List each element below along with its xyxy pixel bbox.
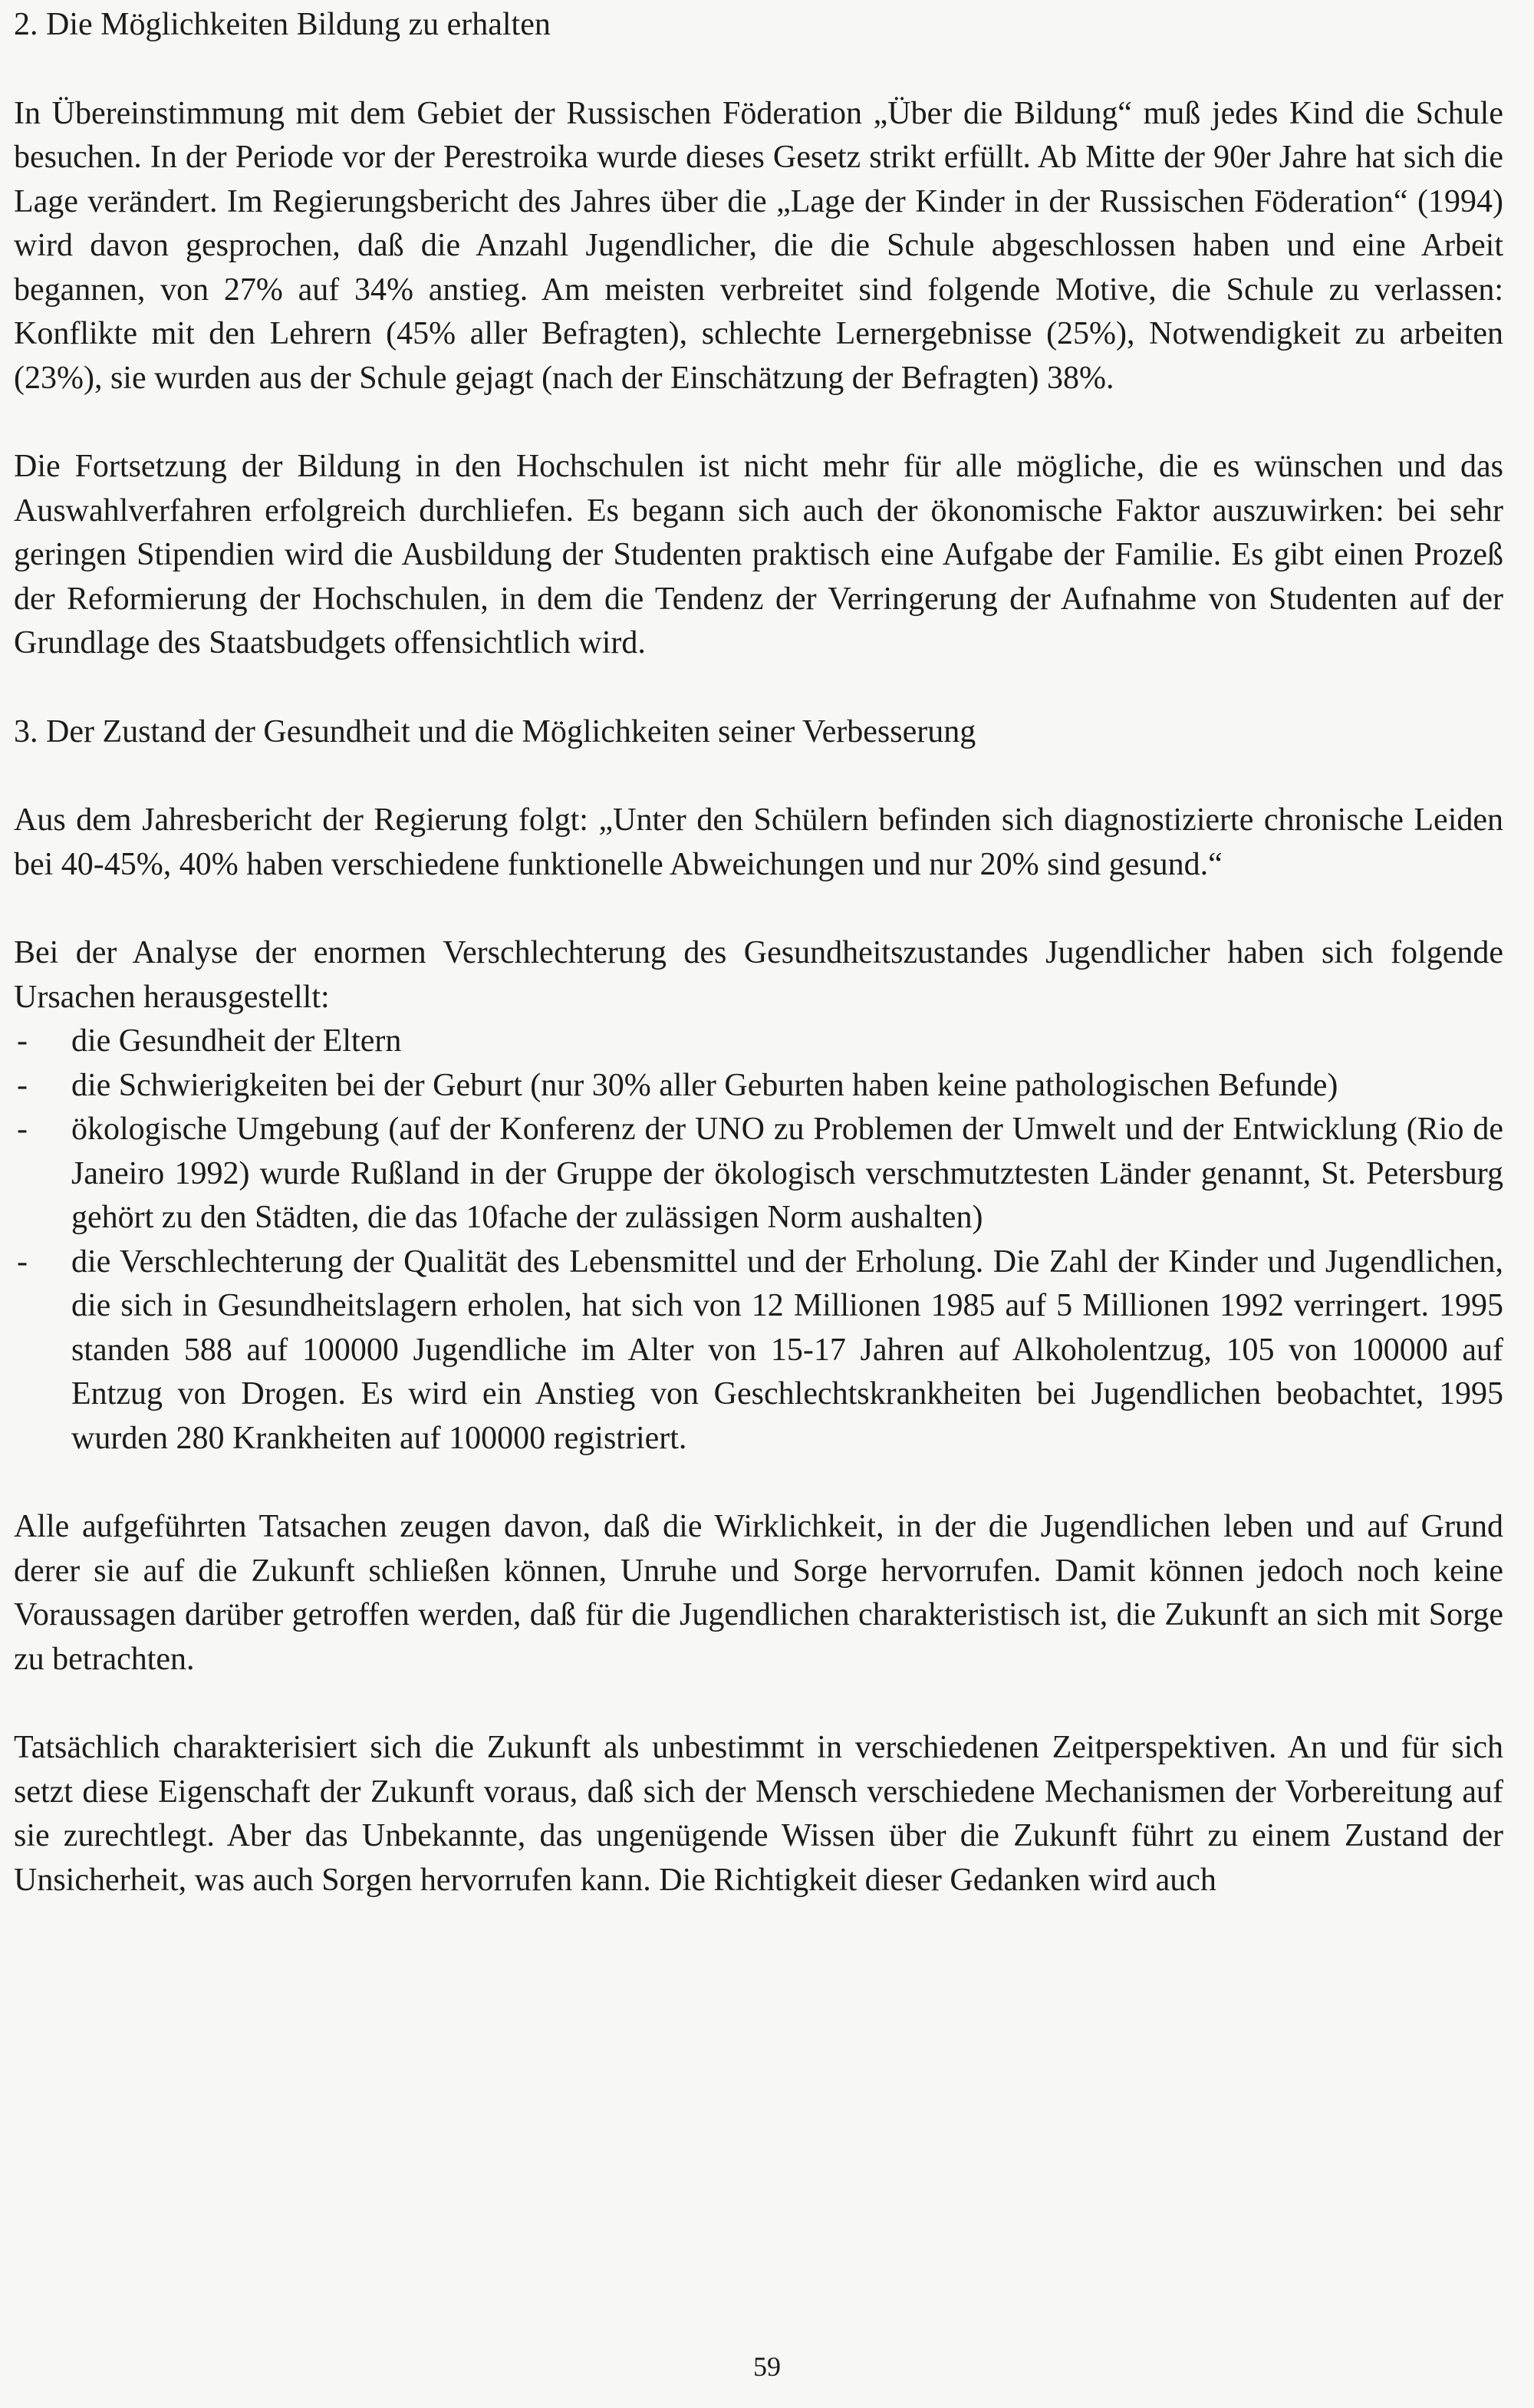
paragraph-higher-education: Die Fortsetzung der Bildung in den Hochschulen ist nicht mehr für alle mögliche, die es wünschen und das Auswahlverfahren erfolgreich durchliefen. Es begann sich auch der ökonomische Faktor auszuwirken: bei sehr geringen Stipendien wird die Ausbildung der Studenten praktisch eine Aufgabe der Familie. Es gibt einen Prozeß der Reformierung der Hochschulen, in dem die Tendenz der Verringerung der Aufnahme von Studenten auf der Grundlage des Staatsbudgets offensichtlich wird. [14, 449, 1503, 660]
paragraph-school-attendance: In Übereinstimmung mit dem Gebiet der Russischen Föderation „Über die Bildung“ muß jedes Kind die Schule besuchen. In der Periode vor der Perestroika wurde dieses Gesetz strikt erfüllt. Ab Mitte der 90er Jahre hat sich die Lage verändert. Im Regierungsbericht des Jahres über die „Lage der Kinder in der Russischen Föderation“ (1994) wird davon gesprochen, daß die Anzahl Jugendlicher, die die Schule abgeschlossen haben und eine Arbeit begannen, von 27% auf 34% anstieg. Am meisten verbreitet sind folgende Motive, die Schule zu verlassen: Konflikte mit den Lehrern (45% aller Befragten), schlechte Lernergebnisse (25%), Notwendigkeit zu arbeiten (23%), sie wurden aus der Schule gejagt (nach der Einschätzung der Befragten) 38%. [14, 95, 1503, 396]
cause-parents-health: die Gesundheit der Eltern [71, 1023, 402, 1059]
bullet-marker: - [17, 1023, 28, 1059]
list-item [14, 1108, 1503, 1240]
cause-birth-difficulties: die Schwierigkeiten bei der Geburt (nur 30% aller Geburten haben keine pathologischen Befunde) [71, 1067, 1338, 1103]
paragraph-future-uncertainty: Tatsächlich charakterisiert sich die Zukunft als unbestimmt in verschiedenen Zeitperspektiven. An und für sich setzt diese Eigenschaft der Zukunft voraus, daß sich der Mensch verschiedene Mechanismen der Vorbereitung auf sie zurechtlegt. Aber das Unbekannte, das ungenügende Wissen über die Zukunft führt zu einem Zustand der Unsicherheit, was auch Sorgen hervorrufen kann. Die Richtigkeit dieser Gedanken wird auch [14, 1730, 1503, 1898]
cause-ecological-environment: ökologische Umgebung (auf der Konferenz der UNO zu Problemen der Umwelt und der Entwicklung (Rio de Janeiro 1992) wurde Rußland in der Gruppe der ökologisch verschmutztesten Länder genannt, St. Petersburg gehört zu den Städten, die das 10fache der zulässigen Norm aushalten) [71, 1112, 1503, 1235]
paragraph-government-report-quote: Aus dem Jahresbericht der Regierung folgt: „Unter den Schülern befinden sich diagnostizierte chronische Leiden bei 40-45%, 40% haben verschiedene funktionelle Abweichungen und nur 20% sind gesund.“ [14, 802, 1503, 882]
bullet-marker: - [17, 1067, 28, 1103]
paragraph-facts-summary: Alle aufgeführten Tatsachen zeugen davon, daß die Wirklichkeit, in der die Jugendlichen leben und auf Grund derer sie auf die Zukunft schließen können, Unruhe und Sorge hervorrufen. Damit können jedoch noch keine Voraussagen darüber getroffen werden, daß für die Jugendlichen charakteristisch ist, die Zukunft an sich mit Sorge zu betrachten. [14, 1509, 1503, 1677]
causes-list [14, 1020, 1503, 1461]
paragraph-causes-intro: Bei der Analyse der enormen Verschlechterung des Gesundheitszustandes Jugendlicher haben sich folgende Ursachen herausgestellt: [14, 935, 1503, 1015]
cause-food-and-recreation: die Verschlechterung der Qualität des Lebensmittel und der Erholung. Die Zahl der Kinder und Jugendlichen, die sich in Gesundheitslagern erholen, hat sich von 12 Millionen 1985 auf 5 Millionen 1992 verringert. 1995 standen 588 auf 100000 Jugendliche im Alter von 15-17 Jahren auf Alkoholentzug, 105 von 100000 auf Entzug von Drogen. Es wird ein Anstieg von Geschlechtskrankheiten bei Jugendlichen beobachtet, 1995 wurden 280 Krankheiten auf 100000 registriert. [71, 1244, 1503, 1456]
list-item [14, 1020, 1503, 1064]
section-3-heading: 3. Der Zustand der Gesundheit und die Möglichkeiten seiner Verbesserung [14, 713, 976, 749]
section-2-heading: 2. Die Möglichkeiten Bildung zu erhalten [14, 7, 551, 42]
bullet-marker: - [17, 1244, 28, 1280]
list-item [14, 1240, 1503, 1461]
bullet-marker: - [17, 1112, 28, 1147]
page-number: 59 [753, 2351, 781, 2382]
list-item [14, 1064, 1503, 1108]
